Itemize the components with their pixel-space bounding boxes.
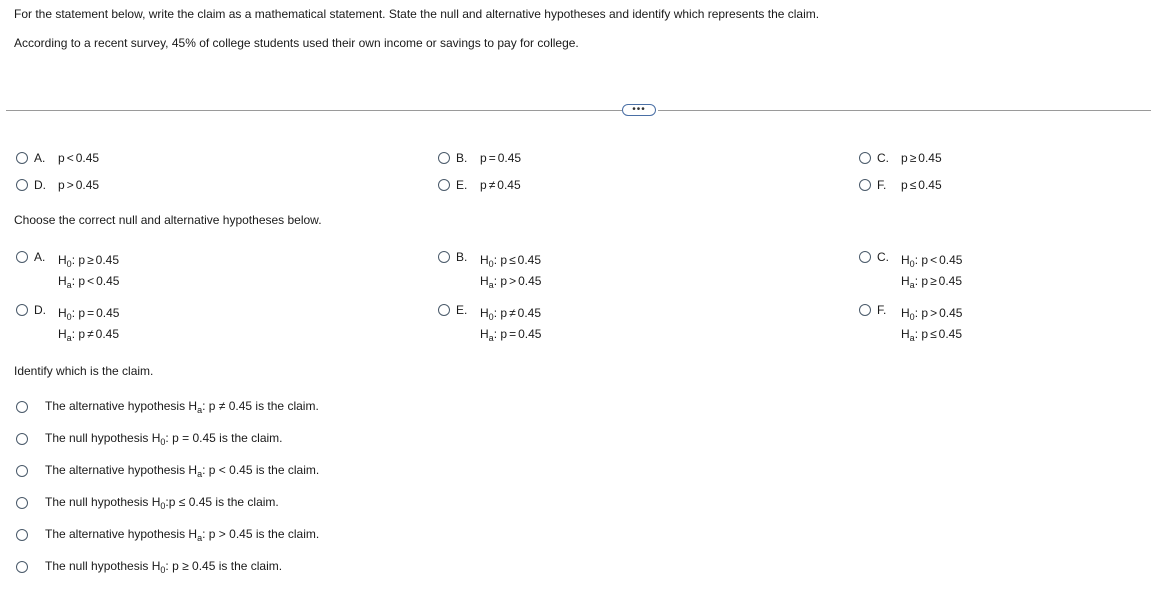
option-letter: D. (34, 303, 46, 317)
identify-option-4[interactable] (16, 495, 279, 511)
hypothesis-option-e[interactable] (438, 303, 541, 345)
null-hypothesis: $H_0$: p = 0.45 (58, 306, 120, 322)
hypothesis-pair (58, 250, 119, 292)
claim-option-e[interactable] (438, 178, 521, 192)
radio-button[interactable] (16, 497, 28, 509)
hypothesis-pair (480, 250, 541, 292)
option-letter: A. (34, 250, 46, 264)
identify-option-1[interactable] (16, 399, 319, 415)
hypothesis-option-f[interactable] (859, 303, 962, 345)
option-letter: B. (456, 151, 468, 165)
hypothesis-option-a[interactable] (16, 250, 119, 292)
identify-prompt: Identify which is the claim. (14, 364, 154, 378)
radio-button[interactable] (16, 152, 28, 164)
option-letter: F. (877, 178, 887, 192)
option-expression: p = 0.45 (480, 151, 522, 165)
option-letter: C. (877, 151, 889, 165)
option-letter: C. (877, 250, 889, 264)
option-text: The alternative hypothesis $H_a$: p < 0.45 is the claim. (45, 463, 320, 479)
radio-button[interactable] (438, 251, 450, 263)
divider (658, 110, 1151, 111)
claim-option-b[interactable] (438, 151, 521, 165)
option-letter: D. (34, 178, 46, 192)
option-expression: p < 0.45 (58, 151, 100, 165)
null-hypothesis: $H_0$: p > 0.45 (901, 306, 963, 322)
alternative-hypothesis: $H_a$: p ≠ 0.45 (58, 327, 120, 343)
hypothesis-option-d[interactable] (16, 303, 119, 345)
null-hypothesis: $H_0$: p < 0.45 (901, 253, 963, 269)
radio-button[interactable] (16, 251, 28, 263)
radio-button[interactable] (859, 251, 871, 263)
radio-button[interactable] (16, 529, 28, 541)
identify-option-5[interactable] (16, 527, 319, 543)
radio-button[interactable] (859, 304, 871, 316)
radio-button[interactable] (859, 152, 871, 164)
hypothesis-option-c[interactable] (859, 250, 962, 292)
radio-button[interactable] (16, 304, 28, 316)
option-letter: A. (34, 151, 46, 165)
option-text: The alternative hypothesis $H_a$: p > 0.45 is the claim. (45, 527, 320, 543)
hypothesis-pair (58, 303, 119, 345)
identify-option-6[interactable] (16, 559, 282, 575)
more-button[interactable]: ••• (622, 104, 656, 116)
claim-option-c[interactable] (859, 151, 942, 165)
option-letter: E. (456, 303, 468, 317)
option-text: The null hypothesis $H_0:p \le 0.45$ is the claim. (45, 495, 279, 511)
option-text: The alternative hypothesis $H_a$: p ≠ 0.45 is the claim. (45, 399, 319, 415)
hypothesis-pair (480, 303, 541, 345)
alternative-hypothesis: $H_a$: p > 0.45 (480, 274, 542, 290)
identify-option-2[interactable] (16, 431, 283, 447)
option-expression: p ≥ 0.45 (901, 151, 942, 165)
option-text: The null hypothesis $H_0$: p ≥ 0.45 is the claim. (45, 559, 283, 575)
instructions-text: For the statement below, write the claim as a mathematical statement. State the null and alternative hypotheses and identify which represents the claim. (14, 7, 820, 21)
radio-button[interactable] (16, 401, 28, 413)
hypothesis-pair (901, 250, 962, 292)
hypothesis-pair (901, 303, 962, 345)
radio-button[interactable] (16, 179, 28, 191)
claim-option-a[interactable] (16, 151, 99, 165)
option-letter: F. (877, 303, 887, 317)
option-text: The null hypothesis $H_0$: p = 0.45 is the claim. (45, 431, 283, 447)
alternative-hypothesis: $H_a$: p < 0.45 (58, 274, 120, 290)
alternative-hypothesis: $H_a$: p = 0.45 (480, 327, 542, 343)
radio-button[interactable] (859, 179, 871, 191)
claim-option-f[interactable] (859, 178, 942, 192)
option-expression: p ≠ 0.45 (480, 178, 521, 192)
option-letter: B. (456, 250, 468, 264)
hypothesis-option-b[interactable] (438, 250, 541, 292)
option-letter: E. (456, 178, 468, 192)
radio-button[interactable] (16, 561, 28, 573)
null-hypothesis: $H_0$: p ≥ 0.45 (58, 253, 120, 269)
radio-button[interactable] (16, 465, 28, 477)
problem-statement: According to a recent survey, 45% of college students used their own income or savings to pay for college. (14, 36, 579, 50)
null-hypothesis: $H_0$: p ≤ 0.45 (480, 253, 542, 269)
radio-button[interactable] (438, 304, 450, 316)
radio-button[interactable] (438, 179, 450, 191)
divider (6, 110, 622, 111)
option-expression: p ≤ 0.45 (901, 178, 942, 192)
alternative-hypothesis: $H_a$: p ≥ 0.45 (901, 274, 963, 290)
option-expression: p > 0.45 (58, 178, 100, 192)
radio-button[interactable] (16, 433, 28, 445)
hypotheses-prompt: Choose the correct null and alternative hypotheses below. (14, 213, 322, 227)
null-hypothesis: $H_0$: p ≠ 0.45 (480, 306, 542, 322)
claim-option-d[interactable] (16, 178, 99, 192)
identify-option-3[interactable] (16, 463, 319, 479)
radio-button[interactable] (438, 152, 450, 164)
alternative-hypothesis: $H_a$: p ≤ 0.45 (901, 327, 963, 343)
